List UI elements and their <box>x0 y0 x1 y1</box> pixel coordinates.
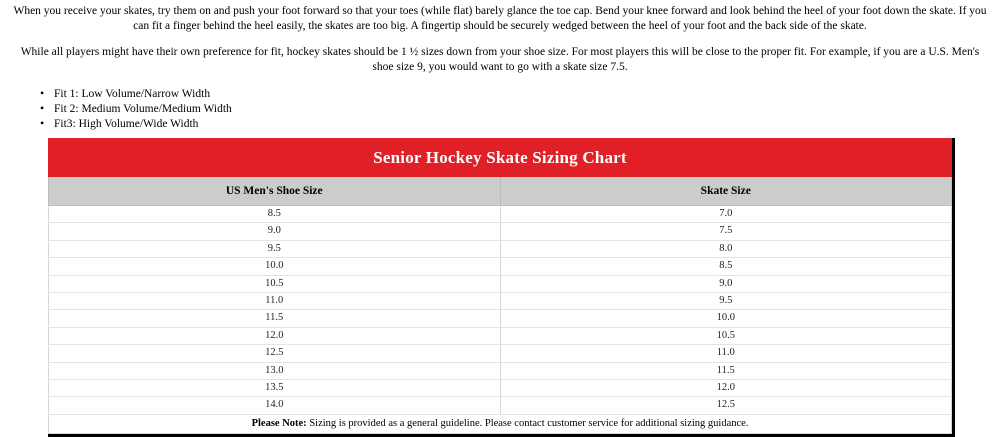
table-row <box>49 240 952 257</box>
table-note-row <box>49 414 952 433</box>
cell-us-size: 13.0 <box>49 362 501 379</box>
table-row <box>49 397 952 414</box>
column-header-skate-size: Skate Size <box>500 177 952 206</box>
cell-skate-size: 11.5 <box>500 362 952 379</box>
cell-us-size: 13.5 <box>49 380 501 397</box>
cell-skate-size: 10.0 <box>500 310 952 327</box>
cell-skate-size: 12.5 <box>500 397 952 414</box>
cell-skate-size: 8.0 <box>500 240 952 257</box>
cell-us-size: 11.0 <box>49 293 501 310</box>
intro-paragraph-1: When you receive your skates, try them on and push your foot forward so that your toes (while flat) barely glance the toe cap. Bend your knee forward and look behind the heel of your foot down the skate. If you can fit a finger behind the heel easily, the skates are too big. A fingertip should be securely wedged between the heel of your foot and the back side of the skate. <box>13 5 987 32</box>
cell-skate-size: 7.0 <box>500 206 952 223</box>
cell-us-size: 10.0 <box>49 258 501 275</box>
table-row <box>49 223 952 240</box>
note-label: Please Note: <box>251 417 307 429</box>
cell-us-size: 11.5 <box>49 310 501 327</box>
cell-us-size: 8.5 <box>49 206 501 223</box>
cell-us-size: 12.0 <box>49 327 501 344</box>
cell-skate-size: 10.5 <box>500 327 952 344</box>
cell-us-size: 14.0 <box>49 397 501 414</box>
sizing-chart <box>48 138 955 437</box>
table-row <box>49 380 952 397</box>
sizing-table <box>48 138 952 434</box>
column-header-us-shoe-size: US Men's Shoe Size <box>49 177 501 206</box>
table-header-row <box>49 177 952 206</box>
cell-us-size: 9.5 <box>49 240 501 257</box>
cell-skate-size: 11.0 <box>500 345 952 362</box>
intro-paragraph-2: While all players might have their own preference for fit, hockey skates should be 1 ½ sizes down from your shoe size. For most players this will be close to the proper fit. For example, if you are a U.S. Men's shoe size 9, you would want to go with a skate size 7.5. <box>20 46 980 74</box>
cell-skate-size: 7.5 <box>500 223 952 240</box>
table-row <box>49 275 952 292</box>
cell-us-size: 9.0 <box>49 223 501 240</box>
table-row <box>49 206 952 223</box>
list-item: • Fit3: High Volume/Wide Width <box>40 117 1000 132</box>
chart-title: Senior Hockey Skate Sizing Chart <box>49 139 952 177</box>
fit-options-list <box>0 87 1000 133</box>
table-row <box>49 327 952 344</box>
cell-skate-size: 9.5 <box>500 293 952 310</box>
table-row <box>49 310 952 327</box>
list-item: • Fit 2: Medium Volume/Medium Width <box>40 102 1000 117</box>
cell-skate-size: 9.0 <box>500 275 952 292</box>
cell-skate-size: 8.5 <box>500 258 952 275</box>
intro-section <box>10 0 990 75</box>
cell-skate-size: 12.0 <box>500 380 952 397</box>
table-row <box>49 258 952 275</box>
table-title-row <box>49 139 952 177</box>
cell-us-size: 12.5 <box>49 345 501 362</box>
note-text: Sizing is provided as a general guideline. Please contact customer service for additional sizing guidance. <box>306 417 749 429</box>
table-row <box>49 345 952 362</box>
cell-us-size: 10.5 <box>49 275 501 292</box>
sizing-note <box>49 414 952 433</box>
table-row <box>49 362 952 379</box>
list-item: • Fit 1: Low Volume/Narrow Width <box>40 87 1000 102</box>
table-row <box>49 293 952 310</box>
